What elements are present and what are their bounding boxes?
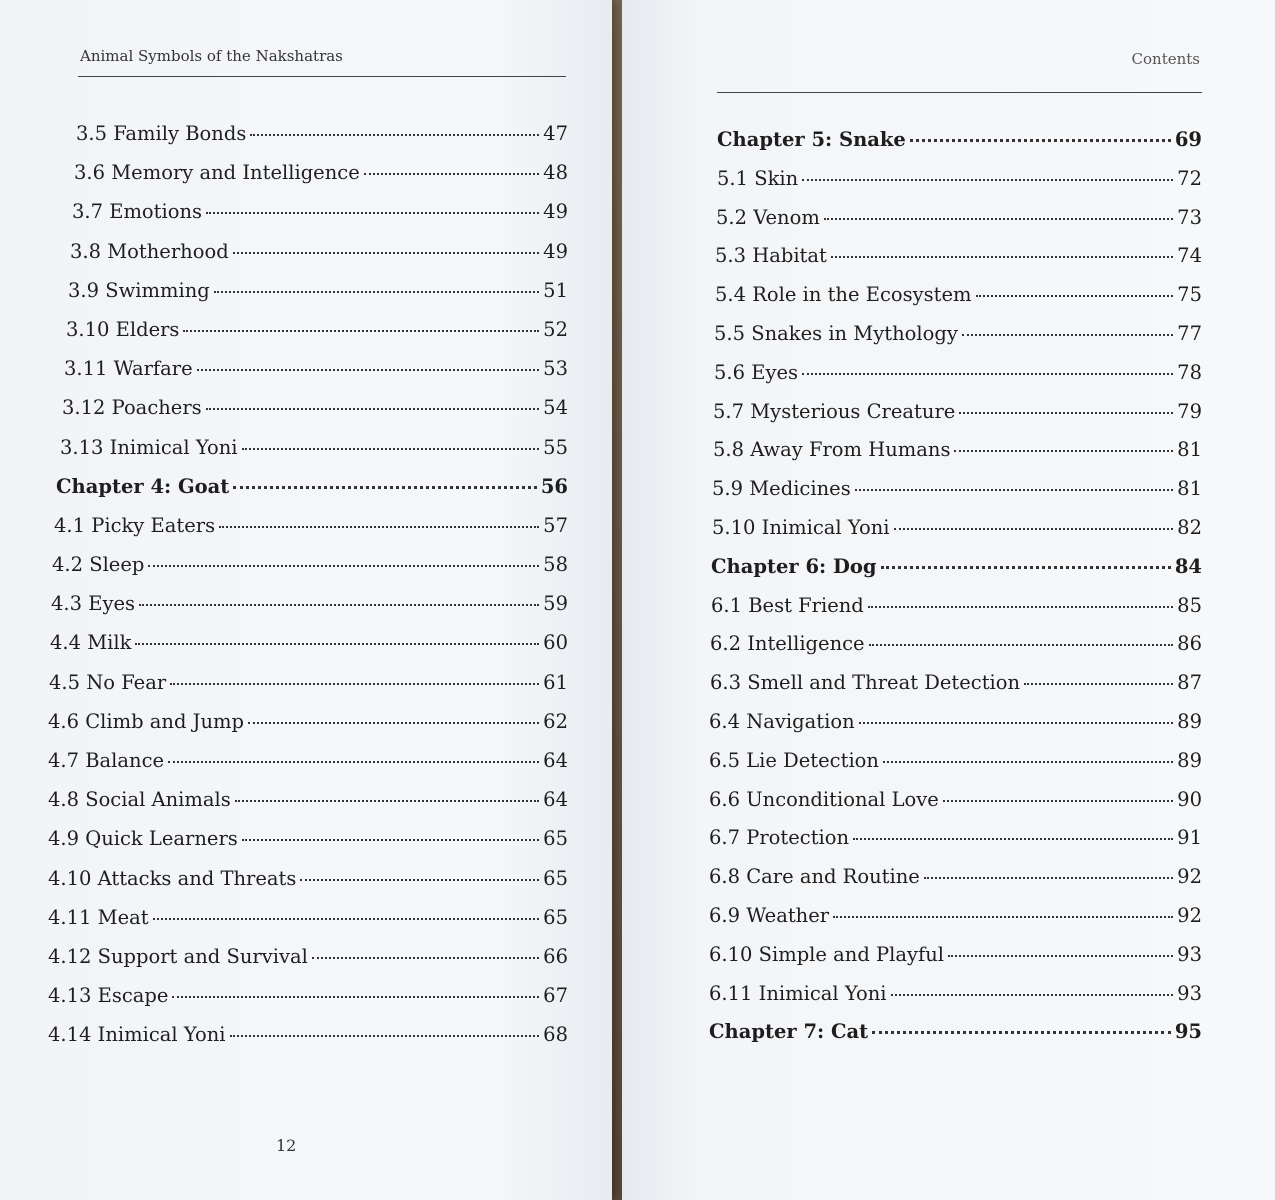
right-page	[622, 0, 1275, 1200]
toc-entry	[707, 826, 1202, 865]
dot-leader	[242, 839, 539, 841]
toc-entry-title: 5.8 Away From Humans	[713, 438, 951, 462]
toc-entry	[48, 396, 568, 435]
toc-entry	[707, 438, 1202, 477]
toc-entry	[707, 671, 1202, 710]
toc-entry-page: 64	[543, 749, 568, 772]
toc-entry	[48, 240, 568, 279]
toc-entry	[707, 477, 1202, 516]
toc-entry-title: 6.10 Simple and Playful	[709, 942, 945, 966]
dot-leader	[1024, 683, 1173, 685]
dot-leader	[891, 994, 1174, 996]
toc-entry-title: 6.11 Inimical Yoni	[709, 981, 887, 1005]
toc-entry	[48, 631, 568, 670]
toc-entry-page: 66	[543, 944, 568, 968]
toc-entry-title: 4.1 Picky Eaters	[54, 513, 216, 537]
toc-entry-page: 58	[543, 553, 568, 577]
toc-entry-title: Chapter 6: Dog	[711, 554, 877, 578]
toc-entry	[48, 671, 568, 710]
toc-entry-page: 74	[1177, 244, 1202, 268]
dot-leader	[802, 373, 1173, 375]
toc-entry-page: 89	[1177, 709, 1202, 733]
toc-entry	[48, 357, 568, 396]
toc-entry-page: 82	[1177, 515, 1202, 539]
toc-entry-title: Chapter 5: Snake	[717, 128, 906, 151]
dot-leader	[948, 955, 1173, 957]
dot-leader	[924, 877, 1173, 879]
dot-leader	[910, 139, 1171, 142]
toc-entry-title: 6.1 Best Friend	[711, 593, 864, 617]
toc-entry-title: 6.9 Weather	[709, 903, 830, 927]
dot-leader	[943, 800, 1173, 802]
toc-entry-page: 89	[1177, 748, 1202, 772]
dot-leader	[235, 800, 539, 802]
toc-entry-page: 73	[1177, 205, 1202, 229]
dot-leader	[153, 918, 540, 920]
running-head-book-title: Animal Symbols of the Nakshatras	[80, 47, 343, 65]
dot-leader	[172, 996, 539, 998]
dot-leader	[170, 683, 539, 685]
toc-entry	[707, 322, 1202, 361]
toc-entry-title: 3.12 Poachers	[62, 396, 202, 420]
toc-entry-page: 69	[1174, 128, 1202, 151]
toc-entry-title: 5.9 Medicines	[712, 477, 851, 501]
toc-chapter-entry	[707, 128, 1202, 167]
toc-entry-page: 93	[1177, 942, 1202, 966]
toc-entry-page: 81	[1177, 438, 1202, 462]
toc-entry-page: 84	[1174, 554, 1202, 578]
dot-leader	[883, 761, 1173, 763]
toc-entry	[707, 206, 1202, 245]
toc-entry	[48, 200, 568, 239]
toc-entry-title: 6.2 Intelligence	[710, 632, 865, 656]
toc-entry	[48, 945, 568, 984]
toc-entry-page: 87	[1177, 671, 1202, 695]
toc-entry	[707, 632, 1202, 671]
toc-entry-page: 54	[543, 396, 568, 420]
toc-entry	[48, 436, 568, 475]
toc-entry	[707, 982, 1202, 1021]
toc-entry-title: 6.4 Navigation	[709, 709, 855, 733]
toc-entry-title: Chapter 4: Goat	[56, 474, 230, 498]
toc-entry-page: 62	[543, 709, 568, 733]
toc-entry-page: 79	[1177, 399, 1202, 423]
toc-entry-title: 4.8 Social Animals	[48, 788, 231, 812]
toc-entry-title: 6.8 Care and Routine	[709, 865, 920, 889]
toc-list-left	[48, 122, 568, 1063]
dot-leader	[206, 212, 539, 214]
toc-entry	[707, 400, 1202, 439]
toc-entry-title: 3.9 Swimming	[68, 278, 210, 302]
toc-entry	[707, 749, 1202, 788]
dot-leader	[168, 761, 539, 763]
toc-entry	[707, 167, 1202, 206]
toc-entry-page: 92	[1177, 903, 1202, 927]
toc-entry	[48, 827, 568, 866]
dot-leader	[831, 256, 1173, 258]
dot-leader	[242, 448, 540, 450]
toc-entry	[48, 122, 568, 161]
toc-entry	[48, 514, 568, 553]
toc-entry-title: Chapter 7: Cat	[709, 1020, 869, 1044]
toc-entry	[707, 904, 1202, 943]
toc-chapter-entry	[48, 475, 568, 514]
toc-entry-title: 4.9 Quick Learners	[48, 827, 238, 851]
dot-leader	[248, 722, 539, 724]
toc-entry	[707, 244, 1202, 283]
toc-entry-page: 72	[1177, 166, 1202, 190]
toc-entry-title: 4.13 Escape	[48, 984, 169, 1008]
toc-entry	[48, 279, 568, 318]
dot-leader	[214, 291, 539, 293]
toc-entry-title: 4.6 Climb and Jump	[48, 709, 244, 733]
toc-entry-title: 5.2 Venom	[716, 205, 820, 229]
toc-entry-title: 4.12 Support and Survival	[48, 944, 308, 968]
toc-entry-page: 49	[543, 200, 568, 224]
toc-entry-page: 78	[1177, 360, 1202, 384]
left-page	[0, 0, 612, 1200]
toc-entry-title: 4.2 Sleep	[52, 553, 145, 577]
toc-entry-page: 55	[543, 435, 568, 459]
dot-leader	[868, 606, 1173, 608]
toc-entry-title: 3.7 Emotions	[72, 200, 203, 224]
toc-entry-page: 75	[1177, 283, 1202, 307]
toc-entry	[707, 865, 1202, 904]
toc-chapter-entry	[707, 1020, 1202, 1059]
toc-entry	[48, 984, 568, 1023]
dot-leader	[872, 1031, 1171, 1034]
toc-entry-page: 59	[543, 592, 568, 616]
toc-entry	[48, 710, 568, 749]
dot-leader	[300, 879, 539, 881]
dot-leader	[183, 330, 539, 332]
toc-entry	[48, 318, 568, 357]
toc-entry-title: 3.5 Family Bonds	[76, 122, 247, 145]
toc-entry-title: 6.6 Unconditional Love	[709, 787, 939, 811]
toc-entry	[48, 788, 568, 827]
toc-entry-title: 3.13 Inimical Yoni	[60, 435, 238, 459]
toc-entry-page: 86	[1177, 632, 1202, 656]
toc-entry-page: 68	[543, 1023, 568, 1047]
toc-entry	[707, 710, 1202, 749]
toc-entry-page: 57	[543, 513, 568, 537]
dot-leader	[833, 916, 1173, 918]
toc-chapter-entry	[707, 555, 1202, 594]
toc-entry-title: 4.10 Attacks and Threats	[48, 866, 297, 890]
toc-entry-page: 64	[543, 788, 568, 812]
dot-leader	[853, 838, 1173, 840]
toc-entry	[48, 1023, 568, 1062]
toc-entry-title: 3.8 Motherhood	[70, 239, 229, 263]
toc-entry	[48, 553, 568, 592]
toc-entry-title: 5.4 Role in the Ecosystem	[715, 283, 972, 307]
toc-entry-title: 4.11 Meat	[48, 905, 149, 929]
header-rule	[717, 92, 1202, 93]
toc-entry-page: 61	[543, 670, 568, 694]
dot-leader	[802, 179, 1173, 181]
toc-entry	[707, 361, 1202, 400]
toc-entry	[707, 516, 1202, 555]
toc-entry-page: 48	[543, 161, 568, 185]
toc-entry-title: 5.5 Snakes in Mythology	[714, 321, 958, 345]
toc-entry-title: 4.3 Eyes	[51, 592, 136, 616]
dot-leader	[197, 369, 540, 371]
toc-entry-title: 3.10 Elders	[66, 317, 180, 341]
toc-entry-page: 65	[543, 827, 568, 851]
dot-leader	[233, 486, 537, 489]
dot-leader	[250, 134, 539, 136]
dot-leader	[869, 644, 1174, 646]
toc-entry-page: 52	[543, 317, 568, 341]
toc-entry	[48, 867, 568, 906]
dot-leader	[135, 643, 539, 645]
toc-entry-title: 6.3 Smell and Threat Detection	[710, 671, 1021, 695]
toc-entry	[707, 943, 1202, 982]
toc-entry-title: 4.4 Milk	[50, 631, 132, 655]
page-number: 12	[276, 1136, 297, 1155]
toc-entry-title: 5.6 Eyes	[714, 360, 799, 384]
dot-leader	[959, 412, 1173, 414]
toc-entry	[48, 749, 568, 788]
toc-entry-title: 3.11 Warfare	[64, 357, 193, 381]
toc-entry-page: 93	[1177, 981, 1202, 1005]
toc-entry-title: 4.5 No Fear	[49, 670, 167, 694]
toc-entry	[48, 906, 568, 945]
toc-entry-title: 5.10 Inimical Yoni	[712, 515, 890, 539]
toc-entry-page: 81	[1177, 477, 1202, 501]
toc-entry-title: 5.3 Habitat	[715, 244, 827, 268]
toc-entry	[707, 283, 1202, 322]
dot-leader	[824, 218, 1173, 220]
toc-entry-title: 4.14 Inimical Yoni	[48, 1023, 226, 1047]
dot-leader	[364, 173, 539, 175]
dot-leader	[312, 957, 539, 959]
toc-entry-page: 56	[540, 474, 568, 498]
toc-entry-page: 49	[543, 239, 568, 263]
dot-leader	[148, 565, 539, 567]
dot-leader	[139, 604, 539, 606]
toc-entry-page: 67	[543, 984, 568, 1008]
header-rule	[78, 76, 566, 77]
toc-entry-page: 47	[543, 122, 568, 145]
toc-entry-page: 95	[1174, 1020, 1202, 1044]
dot-leader	[962, 334, 1173, 336]
toc-entry-page: 53	[543, 357, 568, 381]
dot-leader	[859, 722, 1174, 724]
toc-entry-page: 51	[543, 278, 568, 302]
toc-entry-title: 6.7 Protection	[709, 826, 850, 850]
toc-entry-page: 90	[1177, 787, 1202, 811]
toc-entry-page: 91	[1177, 826, 1202, 850]
dot-leader	[855, 489, 1173, 491]
toc-entry-page: 65	[543, 905, 568, 929]
toc-entry-title: 6.5 Lie Detection	[709, 748, 879, 772]
toc-entry-title: 5.7 Mysterious Creature	[713, 399, 956, 423]
dot-leader	[894, 528, 1174, 530]
toc-entry-page: 77	[1177, 321, 1202, 345]
dot-leader	[954, 450, 1173, 452]
toc-entry-title: 4.7 Balance	[48, 749, 165, 772]
dot-leader	[230, 1035, 540, 1037]
toc-entry-title: 5.1 Skin	[717, 166, 799, 190]
toc-entry	[707, 594, 1202, 633]
toc-entry-page: 92	[1177, 865, 1202, 889]
toc-entry-page: 60	[543, 631, 568, 655]
toc-entry	[707, 788, 1202, 827]
toc-entry	[48, 592, 568, 631]
dot-leader	[976, 295, 1174, 297]
dot-leader	[233, 252, 539, 254]
toc-list-right	[707, 128, 1202, 1059]
running-head-contents: Contents	[1131, 50, 1200, 68]
toc-entry-title: 3.6 Memory and Intelligence	[74, 161, 360, 185]
dot-leader	[881, 566, 1171, 569]
dot-leader	[206, 408, 540, 410]
toc-entry-page: 85	[1177, 593, 1202, 617]
toc-entry-page: 65	[543, 866, 568, 890]
dot-leader	[219, 526, 539, 528]
toc-entry	[48, 161, 568, 200]
